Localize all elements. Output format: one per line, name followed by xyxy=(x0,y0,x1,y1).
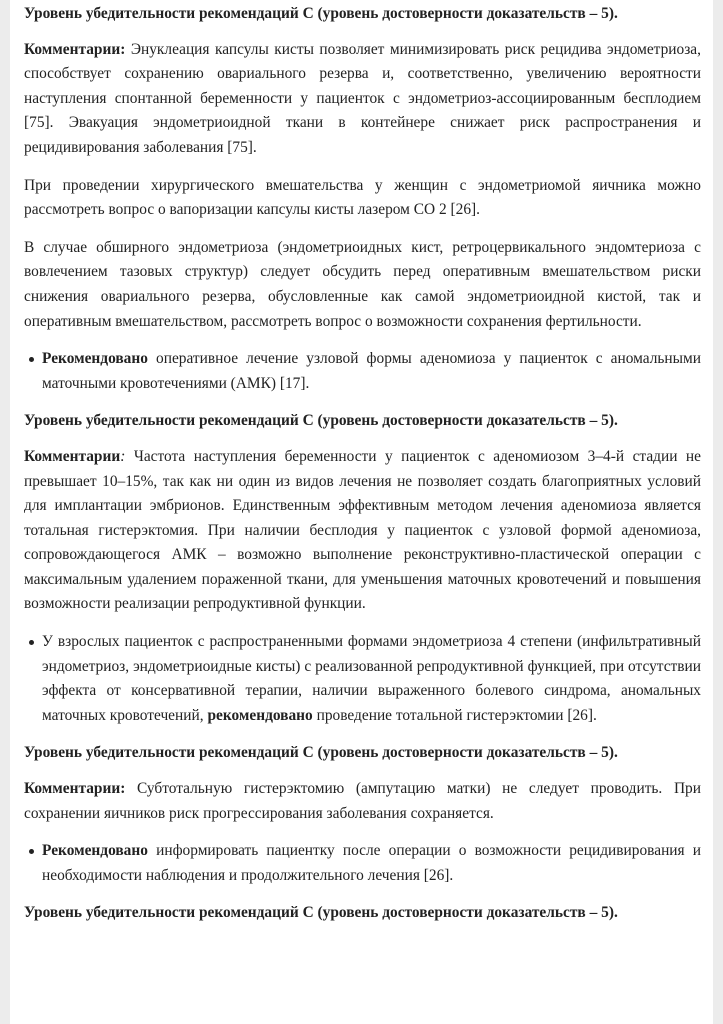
comment-label: Комментарии xyxy=(24,447,121,465)
evidence-level-1: Уровень убедительности рекомендаций С (уровень достоверности доказательств – 5). xyxy=(24,5,618,22)
comment-2 xyxy=(24,445,701,617)
recommendation-2-text-after: проведение тотальной гистерэктомии [26]. xyxy=(316,706,597,724)
evidence-level-4: Уровень убедительности рекомендаций С (уровень достоверности доказательств – 5). xyxy=(24,904,618,922)
comment-colon: : xyxy=(120,447,126,465)
evidence-level-2: Уровень убедительности рекомендаций С (уровень достоверности доказательств – 5). xyxy=(24,412,618,430)
paragraph-extensive-endometriosis: В случае обширного эндометриоза (эндометриоидных кист, ретроцервикального эндомтериоза с вовлечением тазовых структур) следует обсудить перед оперативным вмешательством риски снижения овариального резерва, обусловленные как самой эндометриоидной кистой, так и оперативным вмешательством, рассмотреть вопрос о возможности сохранения фертильности. xyxy=(24,238,701,330)
comment-3-text: Субтотальную гистерэктомию (ампутацию матки) не следует проводить. При сохранении яичников риск прогрессирования заболевания сохраняется. xyxy=(24,780,701,822)
paragraph-vaporization: При проведении хирургического вмешательства у женщин с эндометриомой яичника можно рассмотреть вопрос о вапоризации капсулы кисты лазером CO 2 [26]. xyxy=(24,176,701,219)
page-frame-left xyxy=(0,0,10,1024)
comment-2-text: Частота наступления беременности у пациенток с аденомиозом 3–4-й стадии не превышает 10–15%, так как ни один из видов лечения не позволяет создать благоприятных условий для имплантации эмбрионов. Единственным эффективным методом лечения аденомиоза является тотальная гистерэктомия. При наличии бесплодия у пациенток с узловой формой аденомиоза, сопровождающегося АМК – возможно выполнение реконструктивно-пластической операции с максимальным удалением пораженной ткани, для уменьшения маточных кровотечений и повышения возможности реализации репродуктивной функции. xyxy=(24,447,701,613)
comment-label: Комментарии: xyxy=(24,780,126,798)
recommendation-2-text-before: У взрослых пациенток с распространенными формами эндометриоза 4 степени (инфильтративный эндометриоз, эндометриоидные кисты) с реализованной репродуктивной функцией, при отсутствии эффекта от консервативной терапии, наличии выраженного болевого синдрома, аномальных маточных кровотечений, xyxy=(42,633,701,724)
recommendation-hysterectomy xyxy=(42,630,701,728)
comment-1-text: Энуклеация капсулы кисты позволяет минимизировать риск рецидива эндометриоза, способствует сохранению овариального резерва и, соответственно, увеличению вероятности наступления спонтанной беременности у пациенток с эндометриоз-ассоциированным бесплодием [75]. Эвакуация эндометриоидной ткани в контейнере снижает риск распространения и рецидивирования заболевания [75]. xyxy=(24,40,701,156)
recommendation-list-3 xyxy=(24,839,701,888)
evidence-level-3: Уровень убедительности рекомендаций С (уровень достоверности доказательств – 5). xyxy=(24,744,618,762)
page-frame-right xyxy=(713,0,723,1024)
recommendation-followup xyxy=(42,839,701,888)
recommended-label: Рекомендовано xyxy=(42,842,148,860)
recommendation-1-text: оперативное лечение узловой формы аденомиоза у пациенток с аномальными маточными кровотечениями (АМК) [17]. xyxy=(42,350,701,392)
recommendation-3-text: информировать пациентку после операции о возможности рецидивирования и необходимости наблюдения и продолжительного лечения [26]. xyxy=(42,842,701,884)
comment-label: Комментарии: xyxy=(24,40,126,58)
document-page xyxy=(24,2,701,937)
comment-3 xyxy=(24,777,701,826)
recommendation-list-1 xyxy=(24,347,701,396)
recommendation-list-2 xyxy=(24,630,701,728)
recommended-label: Рекомендовано xyxy=(42,350,148,368)
recommended-label: рекомендовано xyxy=(207,706,313,724)
recommendation-adenomyosis-surgery xyxy=(42,347,701,396)
comment-1 xyxy=(24,38,701,161)
